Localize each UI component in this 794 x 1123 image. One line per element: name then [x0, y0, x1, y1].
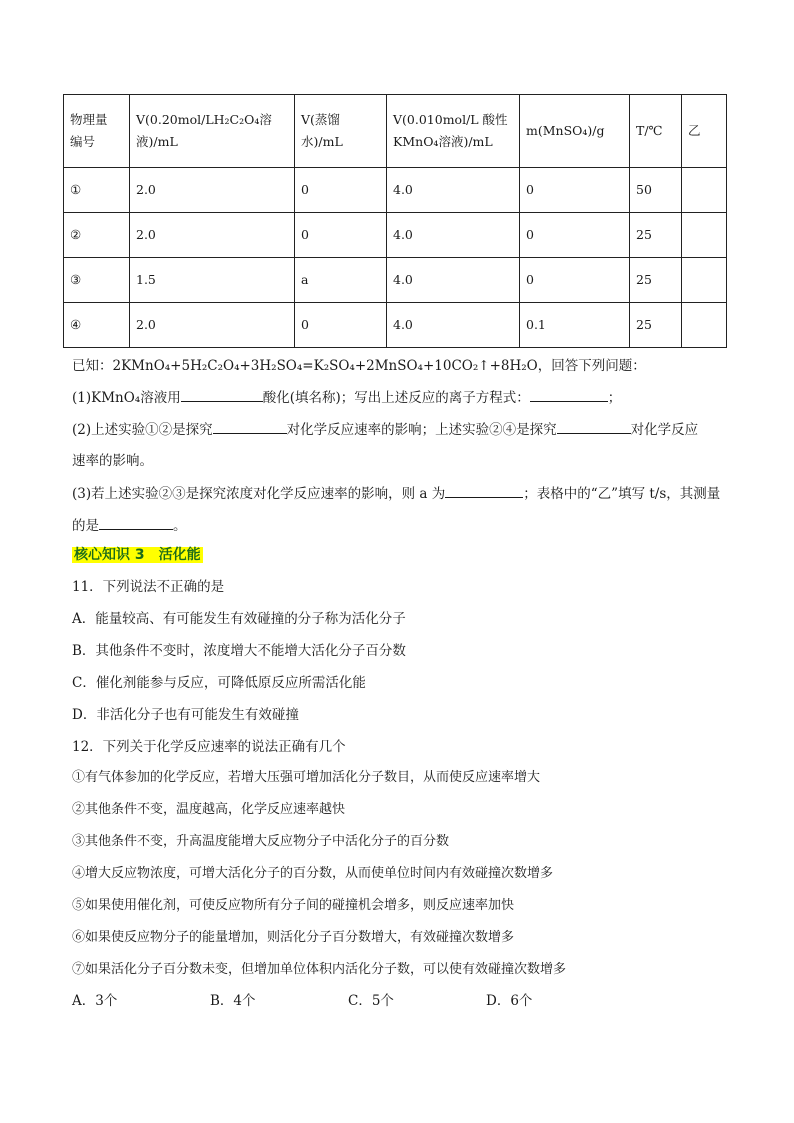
- header-cell: [64, 95, 130, 168]
- table-cell: 2.0: [130, 303, 295, 348]
- q11-option-b[interactable]: B．其他条件不变时，浓度增大不能增大活化分子百分数: [72, 643, 406, 659]
- table-row: [64, 258, 727, 303]
- q12-option-b[interactable]: B．4个: [210, 993, 256, 1009]
- header-text: 水)/mL: [301, 134, 343, 149]
- q12-statement: ①有气体参加的化学反应，若增大压强可增加活化分子数目，从而使反应速率增大: [72, 770, 541, 785]
- q12-option-d[interactable]: D．6个: [486, 993, 533, 1009]
- answer-blank[interactable]: [99, 515, 173, 530]
- q12-statement: ⑦如果活化分子百分数未变，但增加单位体积内活化分子数，可以使有效碰撞次数增多: [72, 962, 567, 977]
- header-text: 物理量: [70, 112, 108, 127]
- q11-option-c[interactable]: C．催化剂能参与反应，可降低原反应所需活化能: [72, 675, 366, 691]
- answer-blank[interactable]: [213, 419, 287, 434]
- header-text: m(MnSO₄)/g: [526, 123, 605, 138]
- table-header-row: [64, 95, 727, 168]
- table-cell: 0: [295, 303, 387, 348]
- table-cell: 50: [630, 168, 682, 213]
- section-heading: [72, 545, 203, 565]
- table-cell: [682, 213, 727, 258]
- question-text: ；: [607, 390, 622, 406]
- q12-option-a[interactable]: A．3个: [72, 993, 118, 1009]
- table-cell: 25: [630, 258, 682, 303]
- table-cell: 0: [520, 258, 630, 303]
- table-cell: 0: [295, 168, 387, 213]
- header-cell: [130, 95, 295, 168]
- table-row: [64, 213, 727, 258]
- table-cell: 2.0: [130, 168, 295, 213]
- table-cell: 0: [295, 213, 387, 258]
- table-cell: 0: [520, 168, 630, 213]
- header-cell: [682, 95, 727, 168]
- table-cell: 0: [520, 213, 630, 258]
- table-cell: 1.5: [130, 258, 295, 303]
- experiment-table: [63, 94, 727, 348]
- question-3: [72, 483, 720, 504]
- q11-stem: 11．下列说法不正确的是: [72, 579, 225, 595]
- header-text: V(蒸馏: [301, 112, 340, 127]
- table-cell: [682, 168, 727, 213]
- table-cell: 4.0: [387, 303, 520, 348]
- table-cell: a: [295, 258, 387, 303]
- q12-statement: ④增大反应物浓度，可增大活化分子的百分数，从而使单位时间内有效碰撞次数增多: [72, 866, 554, 881]
- table-cell: 2.0: [130, 213, 295, 258]
- question-text: (3)若上述实验②③是探究浓度对化学反应速率的影响，则 a 为: [72, 486, 446, 502]
- table-cell: 4.0: [387, 258, 520, 303]
- header-text: V(0.20mol/LH₂C₂O₄溶: [136, 112, 272, 127]
- question-text: 。: [173, 518, 187, 534]
- header-cell: [630, 95, 682, 168]
- q12-statement: ⑥如果使反应物分子的能量增加，则活化分子百分数增大，有效碰撞次数增多: [72, 930, 515, 945]
- answer-blank[interactable]: [557, 419, 631, 434]
- table-cell: 4.0: [387, 213, 520, 258]
- section-title: 核心知识 3 活化能: [74, 547, 201, 563]
- question-text: ；表格中的“乙”填写 t/s，其测量: [523, 486, 721, 502]
- q11-option-d[interactable]: D．非活化分子也有可能发生有效碰撞: [72, 707, 299, 723]
- question-text: (2)上述实验①②是探究: [72, 422, 213, 438]
- table-cell: 25: [630, 303, 682, 348]
- table-row: [64, 303, 727, 348]
- question-text: 的是: [72, 518, 99, 534]
- header-text: 编号: [70, 134, 96, 149]
- header-cell: [387, 95, 520, 168]
- q12-option-c[interactable]: C．5个: [348, 993, 394, 1009]
- header-cell: [295, 95, 387, 168]
- known-equation: 已知：2KMnO₄+5H₂C₂O₄+3H₂SO₄=K₂SO₄+2MnSO₄+10CO₂↑+8H₂O，回答下列问题：: [72, 358, 646, 374]
- question-text: 对化学反应速率的影响；上述实验②④是探究: [286, 422, 557, 438]
- q12-statement: ③其他条件不变，升高温度能增大反应物分子中活化分子的百分数: [72, 834, 450, 849]
- q12-stem: 12．下列关于化学反应速率的说法正确有几个: [72, 739, 346, 755]
- answer-blank[interactable]: [530, 387, 608, 402]
- table-cell: [682, 303, 727, 348]
- header-text: KMnO₄溶液)/mL: [393, 134, 493, 149]
- q11-option-a[interactable]: A．能量较高、有可能发生有效碰撞的分子称为活化分子: [72, 611, 406, 627]
- question-text: 酸化(填名称)；写出上述反应的离子方程式：: [262, 390, 530, 406]
- table-cell: ②: [64, 213, 130, 258]
- question-1: [72, 387, 621, 408]
- question-text: (1)KMnO₄溶液用: [72, 390, 181, 406]
- table-cell: ③: [64, 258, 130, 303]
- table-cell: 4.0: [387, 168, 520, 213]
- q12-statement: ②其他条件不变，温度越高，化学反应速率越快: [72, 802, 346, 817]
- question-2: [72, 419, 698, 440]
- answer-blank[interactable]: [181, 387, 263, 402]
- header-cell: [520, 95, 630, 168]
- table-row: [64, 168, 727, 213]
- answer-blank[interactable]: [445, 483, 523, 498]
- question-2-cont: 速率的影响。: [72, 453, 153, 469]
- header-text: 乙: [688, 123, 701, 138]
- header-text: 液)/mL: [136, 134, 178, 149]
- table-cell: ①: [64, 168, 130, 213]
- table-cell: 0.1: [520, 303, 630, 348]
- header-text: V(0.010mol/L 酸性: [393, 112, 508, 127]
- question-text: 对化学反应: [630, 422, 699, 438]
- question-3-cont: [72, 515, 187, 536]
- table-cell: 25: [630, 213, 682, 258]
- table-cell: ④: [64, 303, 130, 348]
- q12-options: [72, 991, 566, 1011]
- table-cell: [682, 258, 727, 303]
- q12-statement: ⑤如果使用催化剂，可使反应物所有分子间的碰撞机会增多，则反应速率加快: [72, 898, 515, 913]
- header-text: T/℃: [636, 123, 663, 138]
